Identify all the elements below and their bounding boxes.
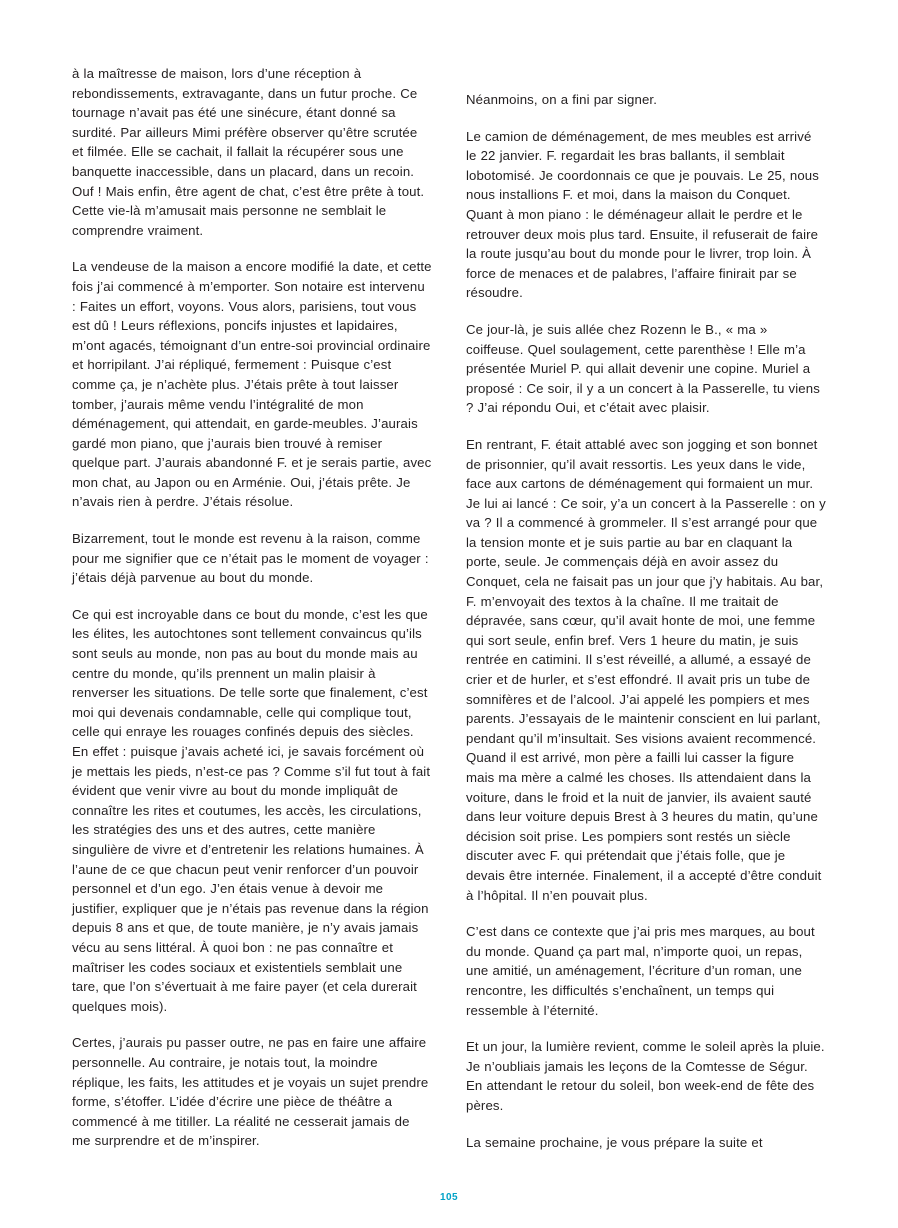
paragraph: à la maîtresse de maison, lors d’une réception à rebondissements, extravagante, dans un futur proche. Ce tournage n’avait pas été une sinécure, étant donné sa surdité. Par ailleurs Mimi préfère observer qu’être scrutée et filmée. Elle se cachait, il fallait la récupérer sous une banquette inaccessible, dans un placard, dans un recoin. Ouf ! Mais enfin, être agent de chat, c’est être prête à tout. Cette vie-là m’amusait mais personne ne semblait le comprendre vraiment. <box>72 66 425 238</box>
paragraph: En rentrant, F. était attablé avec son jogging et son bonnet de prisonnier, qu’il avait ressortis. Les yeux dans le vide, face aux cartons de déménagement qui formaient un mur. Je lui ai lancé : Ce soir, y’a un concert à la Passerelle : on y va ? Il a commencé à grommeler. Il s’est arrangé pour que la tension monte et je suis partie au bar en claquant la porte, seule. Je commençais déjà en avoir assez du Conquet, cela ne faisait pas un jour que j’y habitais. Au bar, F. m’envoyait des textos à la chaîne. Il me traitait de dépravée, sans cœur, qu’il avait honte de moi, une femme qui sort seule, enfin bref. Vers 1 heure du matin, je suis rentrée en catimini. Il s’est réveillé, a allumé, a essayé de crier et de hurler, et s’est effondré. Il avait pris un tube de somnifères et de l’alcool. J’ai appelé les pompiers et mes parents. J’essayais de le maintenir conscient en lui parlant, pendant qu’il m’insultait. Ses visions avaient recommencé. Quand il est arrivé, mon père a failli lui casser la figure mais ma mère a calmé les choses. Ils attendaient dans la voiture, dans le froid et la nuit de janvier, ils avaient sauté dans leur voiture depuis Brest à 3 heures du matin, qu’une décision soit prise. Les pompiers sont restés un siècle discuter avec F. qui prétendait que j’étais folle, que je devais être internée. Finalement, il a accepté d’être conduit à l’hôpital. Il n’en pouvait plus. <box>466 436 826 903</box>
paragraph: Ce jour-là, je suis allée chez Rozenn le B., « ma » coiffeuse. Quel soulagement, cette parenthèse ! Elle m’a présentée Muriel P. qui allait devenir une copine. Muriel a proposé : Ce soir, il y a un concert à la Passerelle, tu viens ? J’ai répondu Oui, et c’était avec plaisir. <box>466 321 820 416</box>
left-column <box>72 64 432 1164</box>
paragraph: Certes, j’aurais pu passer outre, ne pas en faire une affaire personnelle. Au contraire, je notais tout, la moindre réplique, les faits, les attitudes et je voyais un sujet prendre forme, s’étoffer. L’idée d’écrire une pièce de théâtre a commencé à me titiller. La réalité ne cesserait jamais de me surprendre et de m’inspirer. <box>72 1035 429 1149</box>
column-top-spacer <box>466 64 826 90</box>
paragraph: Et un jour, la lumière revient, comme le soleil après la pluie. Je n’oubliais jamais les leçons de la Comtesse de Ségur. En attendant le retour du soleil, bon week-end de fête des pères. <box>466 1039 825 1113</box>
right-column <box>466 64 826 1164</box>
paragraph: La vendeuse de la maison a encore modifié la date, et cette fois j’ai commencé à m’emporter. Son notaire est intervenu : Faites un effort, voyons. Vous alors, parisiens, tout vous est dû ! Leurs réflexions, poncifs injustes et lapidaires, m’ont agacés, témoignant d’un entre-soi provincial ordinaire et horripilant. J’ai répliqué, fermement : Puisque c’est comme ça, je n’achète plus. J’étais prête à tout laisser tomber, j’aurais même vendu l’intégralité de mon déménagement, qui attendait, en garde-meubles. J’aurais gardé mon piano, que j’aurais bien trouvé à remiser quelque part. J’aurais abandonné F. et je serais partie, avec mon chat, au Japon ou en Arménie. Oui, j’étais prête. Je n’avais rien à perdre. J’étais résolue. <box>72 259 432 510</box>
text-columns <box>72 64 826 1164</box>
page-number: 105 <box>440 1192 458 1203</box>
paragraph: Bizarrement, tout le monde est revenu à la raison, comme pour me signifier que ce n’était pas le moment de voyager : j’étais déjà parvenue au bout du monde. <box>72 531 429 586</box>
paragraph: C’est dans ce contexte que j’ai pris mes marques, au bout du monde. Quand ça part mal, n’importe quoi, un repas, une amitié, un aménagement, l’écriture d’un roman, une rencontre, les difficultés s’enchaînent, un temps qui ressemble à l’éternité. <box>466 924 815 1018</box>
paragraph: Le camion de déménagement, de mes meubles est arrivé le 22 janvier. F. regardait les bras ballants, il semblait lobotomisé. Je coordonnais ce que je pouvais. Le 25, nous nous installions F. et moi, dans la maison du Conquet. Quant à mon piano : le déménageur allait le perdre et le retrouver deux mois plus tard. Ensuite, il refuserait de faire la route jusqu’au bout du monde pour le livrer, trop loin. À force de menaces et de palabres, l’affaire finirait par se résoudre. <box>466 128 819 301</box>
paragraph: Ce qui est incroyable dans ce bout du monde, c’est les que les élites, les autochtones sont tellement convaincus qu’ils sont seuls au monde, non pas au bout du monde mais au centre du monde, qu’ils prennent un malin plaisir à renverser les situations. De telle sorte que finalement, c’est moi qui devenais condamnable, celle qui complique tout, celle qui enraye les rouages confinés depuis des siècles. En effet : puisque j’avais acheté ici, je savais forcément où je mettais les pieds, n’est-ce pas ? Comme s’il fut tout à fait évident que venir vivre au bout du monde impliquât de connaître les rites et coutumes, les accès, les circulations, les stratégies des uns et des autres, cette manière singulière de vivre et d’entretenir les relations humaines. À l’aune de ce que chacun peut venir renforcer d’un pouvoir personnel et d’un ego. J’en étais venue à devoir me justifier, expliquer que je n’étais pas revenue dans la région depuis 8 ans et que, de toute manière, je n’y avais jamais vécu au sens littéral. À quoi bon : ne pas connaître et maîtriser les codes sociaux et existentiels semblait une tare, que l’on s’évertuait à me faire payer (et cela durerait quelques mois). <box>72 606 431 1014</box>
paragraph: Néanmoins, on a fini par signer. <box>466 92 658 107</box>
paragraph: La semaine prochaine, je vous prépare la suite et <box>466 1134 763 1150</box>
